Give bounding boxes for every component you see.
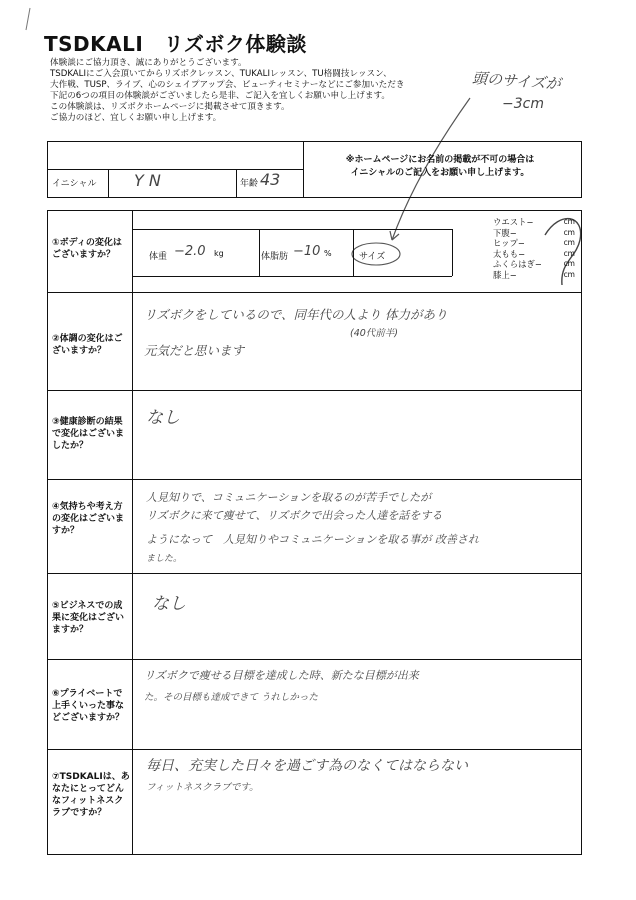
answer-mindset-line: リズボクに来て痩せて、リズボクで出会った人達を話をする (146, 509, 443, 522)
answer-mindset-line: ました。 (146, 554, 183, 564)
initials-label: イニシャル (52, 179, 97, 189)
answer-condition-note: (40代前半) (350, 328, 399, 339)
margin-note-value: −3cm (502, 96, 544, 112)
initials-value: Y N (134, 171, 161, 190)
answer-business: なし (152, 594, 186, 614)
intro-line: ご協力のほど、宜しくお願い申し上げます。 (50, 113, 222, 123)
question-what-is-tsdkali: ⑦TSDKALIは、あなたにとってどんなフィットネスクラブですか？ (52, 772, 130, 818)
answer-condition-line: 元気だと思います (144, 343, 245, 358)
page-title: TSDKALI リズボク体験談 (44, 32, 307, 56)
weight-label: 体重 (149, 252, 168, 262)
question-condition: ②体調の変化はございますか？ (52, 334, 123, 356)
intro-line: 体験談にご協力頂き、誠にありがとうございます。 (50, 58, 247, 68)
answer-private-line: た。その目標も達成できて うれしかった (144, 692, 319, 703)
measurement-row: 下腹− cm (493, 227, 575, 238)
weight-value: −2.0 (174, 244, 206, 259)
age-value: 43 (260, 170, 281, 189)
intro-line: TSDKALIにご入会頂いてからリズボクレッスン、TUKALIレッスン、TU格闘技レッスン、 (50, 69, 392, 79)
question-mindset: ④気持ちや考え方の変化はございますか？ (52, 502, 125, 536)
profile-box (47, 141, 582, 198)
fat-unit: % (324, 249, 332, 258)
question-body-change: ①ボディの変化はございますか？ (52, 238, 122, 260)
answer-mindset-line: ようになって 人見知りやコミュニケーションを取る事が 改善され (146, 533, 479, 546)
weight-unit: kg (214, 249, 224, 258)
fat-label: 体脂肪 (261, 252, 289, 262)
age-label: 年齢 (240, 179, 259, 189)
measurement-row: ウエスト− cm (493, 217, 575, 227)
answer-what-is-tsdkali-line: フィットネスクラブです。 (146, 782, 259, 793)
publication-notice: ※ホームページにお名前の掲載が不可の場合は イニシャルのご記入をお願い申し上げます。 (345, 155, 535, 178)
answer-what-is-tsdkali-line: 毎日、充実した日々を過ごす為のなくてはならない (146, 758, 468, 774)
question-health-check: ③健康診断の結果で変化はございましたか？ (52, 417, 125, 451)
answer-private-line: リズボクで痩せる目標を達成した時、新たな目標が出来 (144, 669, 419, 682)
answer-health-check: なし (146, 408, 180, 428)
size-label: サイズ (359, 252, 386, 262)
measurement-row: ヒップ− cm (493, 238, 575, 248)
answer-condition-line: リズボクをしているので、同年代の人より 体力があり (144, 307, 448, 322)
intro-line: この体験談は、リズボクホームページに掲載させて頂きます。 (50, 102, 290, 112)
measurement-row: 太もも− cm (493, 248, 575, 259)
measurement-list (493, 217, 575, 280)
measurement-row: 膝上− cm (493, 269, 575, 280)
question-private: ⑥プライベートで上手くいった事などございますか？ (52, 689, 125, 723)
measurement-row: ふくらはぎ− cm (493, 259, 575, 269)
answer-mindset-line: 人見知りで、コミュニケーションを取るのが苦手でしたが (146, 491, 432, 504)
fat-value: −10 (293, 244, 321, 259)
questions-table (47, 210, 582, 855)
question-business: ⑤ビジネスでの成果に変化はございますか？ (52, 601, 125, 635)
intro-line: 大作戦、TUSP、ライブ、心のシェイプアップ会、ビューティセミナーなどにご参加いただき (50, 80, 405, 90)
intro-line: 下記の6つの項目の体験談がございましたら是非、ご記入を宜しくお願い申し上げます。 (50, 91, 390, 101)
margin-note: 頭のサイズが (471, 68, 562, 94)
